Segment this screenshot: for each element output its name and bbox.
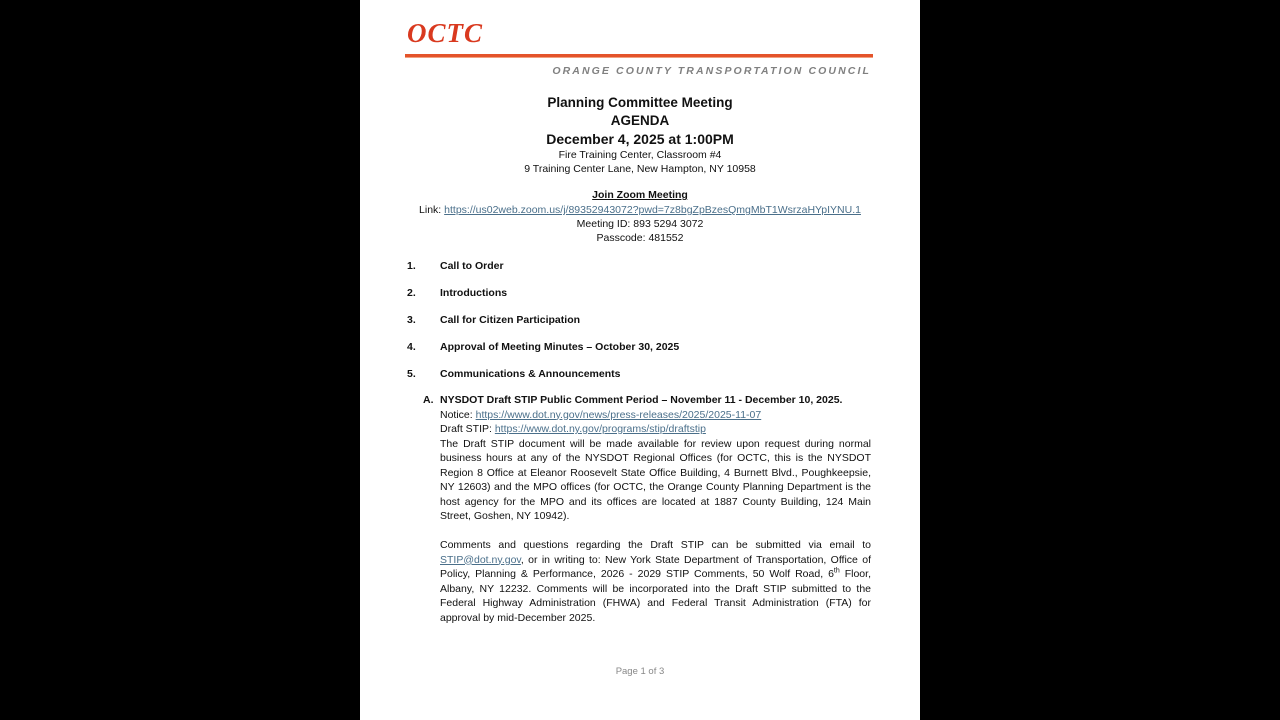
meeting-id: Meeting ID: 893 5294 3072 (576, 218, 704, 230)
agenda-item (407, 312, 877, 339)
draft-stip-line (440, 422, 871, 437)
location-line-1: Fire Training Center, Classroom #4 (558, 149, 722, 161)
header-rule-shadow (405, 57, 873, 58)
org-name: ORANGE COUNTY TRANSPORTATION COUNCIL (552, 65, 871, 77)
zoom-heading-text: Join Zoom Meeting (592, 189, 688, 201)
item-label: Call for Citizen Participation (440, 314, 581, 326)
subitem-letter: A. (423, 394, 434, 406)
document-page (360, 0, 920, 720)
subitem-heading (423, 393, 871, 408)
zoom-link-label: Link: (419, 204, 445, 216)
agenda-item (407, 258, 877, 285)
comments-text-post: Floor, Albany, NY 12232. Comments will be incorporated into the Draft STIP submitted to the Federal Highway Administration (FHWA) and Federal Transit Administration (FTA) for approval by mid-December 2025. (440, 568, 871, 624)
agenda-item (407, 339, 877, 366)
item-label: Approval of Meeting Minutes – October 30, 2025 (440, 341, 680, 353)
notice-link[interactable]: https://www.dot.ny.gov/news/press-releases/2025/2025-11-07 (475, 408, 762, 421)
notice-label: Notice: (440, 408, 476, 421)
passcode: Passcode: 481552 (596, 232, 684, 244)
meeting-title: Planning Committee Meeting (547, 95, 733, 110)
agenda-item (407, 285, 877, 312)
agenda-item (407, 366, 877, 393)
location-line-2: 9 Training Center Lane, New Hampton, NY 10958 (524, 163, 756, 175)
page-number: Page 1 of 3 (615, 666, 665, 677)
meeting-datetime: December 4, 2025 at 1:00PM (546, 131, 734, 147)
item-label: Introductions (440, 287, 508, 299)
item-number: 5. (407, 368, 416, 380)
agenda-list (407, 258, 877, 393)
subitem-title: NYSDOT Draft STIP Public Comment Period – November 11 - December 10, 2025. (440, 394, 843, 406)
item-number: 2. (407, 287, 416, 299)
stip-email-link[interactable]: STIP@dot.ny.gov (440, 553, 521, 566)
item-label: Communications & Announcements (440, 368, 621, 380)
item-number: 1. (407, 260, 416, 272)
octc-logo: OCTC (407, 18, 484, 48)
agenda-subitem-a (423, 393, 871, 625)
notice-line (440, 408, 871, 423)
zoom-meeting-link[interactable]: https://us02web.zoom.us/j/89352943072?pwd=7z8bgZpBzesQmgMbT1WsrzaHYpIYNU.1 (444, 204, 861, 216)
comments-text-pre: Comments and questions regarding the Draft STIP can be submitted via email to (440, 539, 871, 551)
zoom-heading (360, 188, 920, 203)
comments-paragraph (440, 538, 871, 625)
comments-text-mid: , or in writing to: New York State Department of Transportation, Office of Policy, Planning & Performance, 2026 - 2029 STIP Comments, 50 Wolf Road, 6 (440, 553, 871, 580)
zoom-link-line (360, 203, 920, 218)
draft-stip-link[interactable]: https://www.dot.ny.gov/programs/stip/draftstip (494, 423, 706, 435)
availability-paragraph: The Draft STIP document will be made available for review upon request during normal business hours at any of the NYSDOT Regional Offices (for OCTC, this is the NYSDOT Region 8 Office at Eleanor Roosevelt State Office Building, 4 Burnett Blvd., Poughkeepsie, NY 12603) and the MPO offices (for OCTC, the Orange County Planning Department is the host agency for the MPO and its offices are located at 1887 County Building, 124 Main Street, Goshen, NY 10942). (440, 437, 871, 522)
item-label: Call to Order (440, 260, 504, 272)
ordinal-superscript: th (833, 567, 840, 575)
draft-stip-label: Draft STIP: (440, 423, 495, 435)
agenda-heading: AGENDA (610, 113, 670, 128)
item-number: 3. (407, 314, 416, 326)
item-number: 4. (407, 341, 416, 353)
